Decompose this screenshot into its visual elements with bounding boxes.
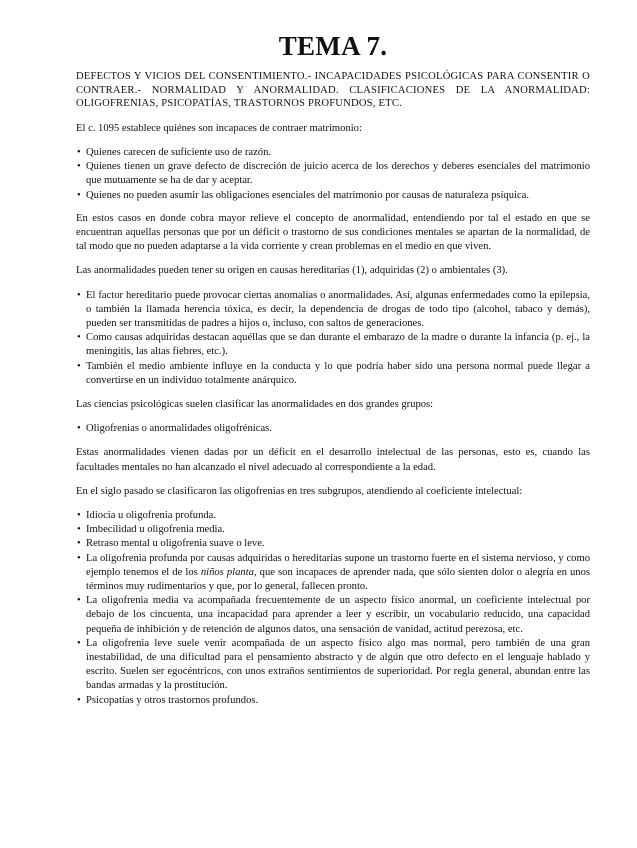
bullet-icon: • bbox=[77, 332, 81, 344]
paragraph-anormalidad: En estos casos en donde cobra mayor relieve el concepto de anormalidad, entendiendo por tal el estado en que se encuentran aquellas personas que por un déficit o trastorno de sus condiciones mentales se apartan de la normalidad, de tal modo que no pueden adaptarse a la vida corriente y crean problemas en el medio en que viven. bbox=[76, 212, 590, 253]
list-item: • Oligofrenias o anormalidades oligofrénicas. bbox=[76, 422, 590, 436]
emphasis-term: niños planta bbox=[200, 566, 254, 578]
paragraph-intro: El c. 1095 establece quiénes son incapaces de contraer matrimonio: bbox=[76, 122, 362, 134]
list-item: • El factor hereditario puede provocar ciertas anomalías o anormalidades. Así, algunas enfermedades como la epilepsia, o también la llamada herencia tóxica, es decir, la dependencia de drogas de todo tipo (alcohol, tabaco y demás), pueden ser transmitidas de padres a hijos o, incluso, con saltos de generaciones. bbox=[77, 289, 590, 330]
list-item: • Idiocia u oligofrenia profunda. bbox=[76, 509, 590, 523]
bullet-icon: • bbox=[77, 637, 81, 649]
oligofrenia-list bbox=[76, 509, 590, 708]
bullet-icon: • bbox=[77, 289, 81, 301]
bullet-icon: • bbox=[77, 694, 81, 706]
bullet-icon: • bbox=[77, 552, 81, 564]
paragraph-deficit: Estas anormalidades vienen dadas por un déficit en el desarrollo intelectual de las personas, esto es, cuando las facultades mentales no han alcanzado el nivel adecuado al correspondiente a la edad. bbox=[76, 447, 590, 473]
list-item: • Quienes carecen de suficiente uso de razón. bbox=[76, 146, 590, 160]
list-item: • La oligofrenia media va acompañada frecuentemente de un aspecto físico anormal, un coeficiente intelectual por debajo de los cincuenta, una incapacidad para aprender a leer y escribir, un vocabulario reducido, una capacidad pequeña de inhibición y de retención de algunos datos, una sensación de vanidad, actitud perezosa, etc. bbox=[77, 595, 590, 635]
list-item: • Retraso mental u oligofrenia suave o leve. bbox=[76, 537, 590, 551]
page-title: TEMA 7. bbox=[278, 31, 388, 61]
topic-subtitle: DEFECTOS Y VICIOS DEL CONSENTIMIENTO.- INCAPACIDADES PSICOLÓGICAS PARA CONSENTIR O CONTRAER.- NORMALIDAD Y ANORMALIDAD. CLASIFICACIONES DE LA ANORMALIDAD: OLIGOFRENIAS, PSICOPATÍAS, TRASTORNOS PROFUNDOS, ETC. bbox=[76, 71, 590, 110]
list-item: • Quienes tienen un grave defecto de discreción de juicio acerca de los derechos y deberes esenciales del matrimonio que mutuamente se ha de dar y aceptar. bbox=[77, 161, 590, 187]
bullet-icon: • bbox=[77, 360, 81, 372]
bullet-icon: • bbox=[77, 595, 81, 607]
groups-list bbox=[76, 422, 590, 436]
bullet-icon: • bbox=[77, 423, 81, 435]
list-item: • La oligofrenia leve suele venir acompañada de un aspecto físico algo mas normal, pero también de una gran inestabilidad, de una dificultad para el pensamiento abstracto y de algún que otro defecto en el lenguaje hablado y escrito. Suelen ser egocéntricos, con unos extraños sentimientos de superioridad. Por regla general, abundan entre las bandas armadas y la prostitución. bbox=[77, 637, 590, 692]
bullet-icon: • bbox=[77, 189, 81, 201]
bullet-icon: • bbox=[77, 146, 81, 158]
list-item: • También el medio ambiente influye en la conducta y lo que podría haber sido una persona normal puede llegar a convertirse en un individuo totalmente anárquico. bbox=[77, 360, 590, 386]
bullet-icon: • bbox=[77, 510, 81, 522]
list-item: • Imbecilidad u oligofrenia media. bbox=[76, 523, 590, 537]
list-item: • La oligofrenia profunda por causas adquiridas o hereditarias supone un trastorno fuerte en el sistema nervioso, y como ejemplo tenemos el de los niños planta, que son incapaces de aprender nada, que sólo sienten dolor o alegría en unos términos muy rudimentarios y que, por lo general, fallecen pronto. bbox=[77, 552, 590, 593]
paragraph-subgrupos: En el siglo pasado se clasificaron las oligofrenias en tres subgrupos, atendiendo al coeficiente intelectual: bbox=[76, 485, 523, 497]
paragraph-origen: Las anormalidades pueden tener su origen en causas hereditarias (1), adquiridas (2) o ambientales (3). bbox=[76, 265, 508, 277]
causes-list bbox=[76, 289, 590, 388]
list-item: • Psicopatías y otros trastornos profundos. bbox=[76, 694, 590, 708]
bullet-icon: • bbox=[77, 538, 81, 550]
paragraph-clasificacion: Las ciencias psicológicas suelen clasificar las anormalidades en dos grandes grupos: bbox=[76, 399, 434, 411]
bullet-icon: • bbox=[77, 161, 81, 173]
incapacity-list bbox=[76, 146, 590, 203]
bullet-icon: • bbox=[77, 524, 81, 536]
list-item: • Quienes no pueden asumir las obligaciones esenciales del matrimonio por causas de naturaleza psíquica. bbox=[76, 189, 590, 203]
list-item: • Como causas adquiridas destacan aquéllas que se dan durante el embarazo de la madre o durante la infancia (p. ej., la meningitis, las altas fiebres, etc.). bbox=[77, 332, 590, 358]
